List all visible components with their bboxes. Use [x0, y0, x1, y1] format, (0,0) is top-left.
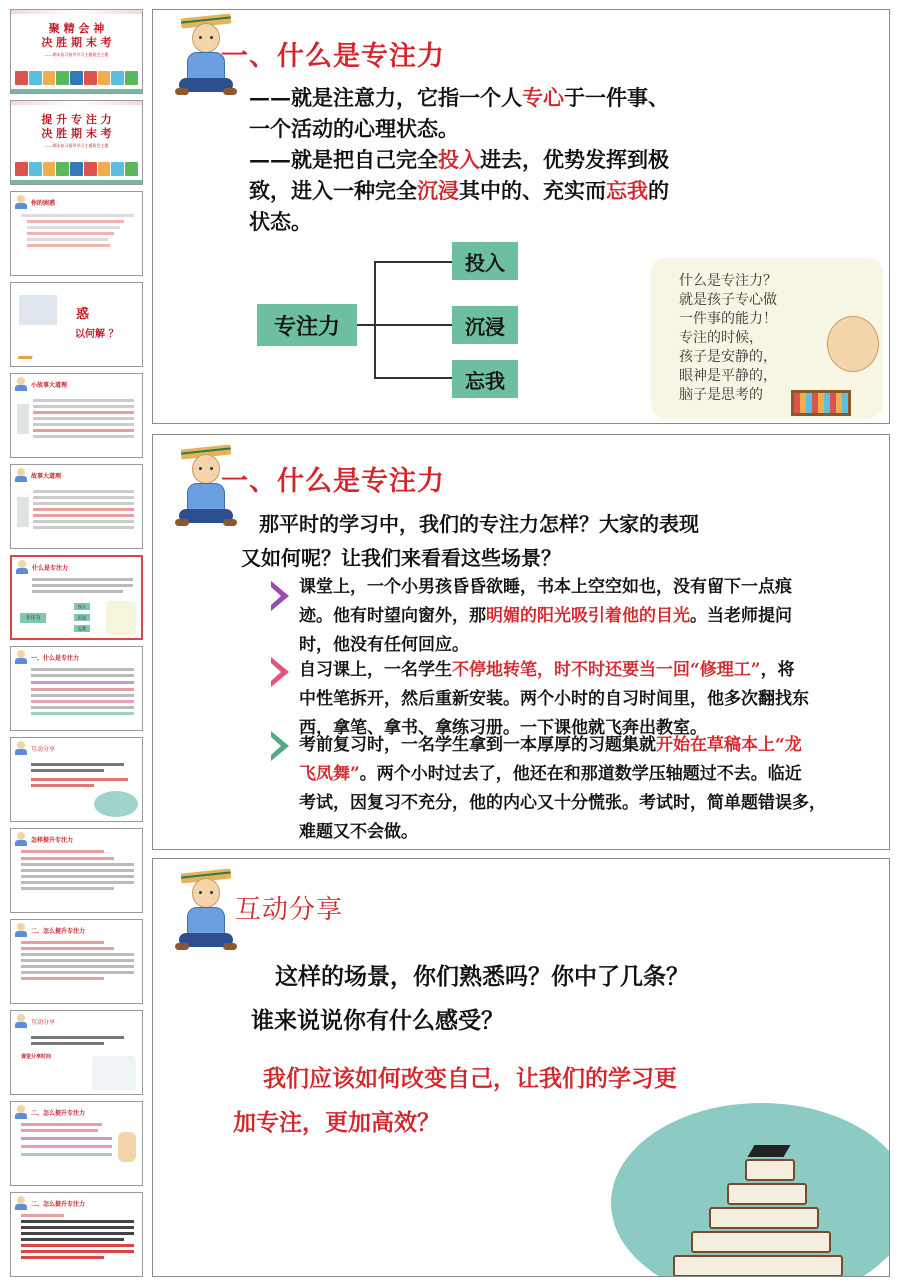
mindmap-branch-selfless: 忘我	[452, 360, 518, 398]
definition-line: 一个活动的心理状态。	[249, 116, 459, 141]
thumb-heading: 什么是专注力	[32, 565, 69, 572]
scenario-line	[299, 731, 867, 760]
kid-icon	[15, 468, 27, 482]
mindmap-branch-immerse: 沉浸	[452, 306, 518, 344]
abacus-icon	[791, 390, 851, 416]
scenario-line	[299, 602, 867, 631]
text-card	[19, 295, 57, 325]
mini-root-box: 专注力	[20, 613, 46, 623]
scenario-classroom	[299, 573, 867, 660]
mindmap-connector	[374, 324, 452, 326]
thumb-body-lines	[33, 396, 134, 441]
scenario-exam-review	[299, 731, 867, 847]
slide-thumbnail-5[interactable]	[10, 373, 143, 458]
stairs-icon	[18, 341, 39, 359]
question-text	[251, 955, 871, 1043]
note-line: 什么是专注力？	[679, 273, 777, 289]
thumb-body-lines	[31, 1033, 134, 1048]
mindmap-branch-invest: 投入	[452, 242, 518, 280]
slide-thumbnail-2[interactable]	[10, 100, 143, 185]
scenario-line: 难题又不会做。	[299, 822, 418, 842]
thumb-body-lines	[31, 665, 134, 718]
chevron-icon	[271, 581, 291, 611]
thumb-heading: 小故事大道理	[31, 382, 68, 389]
thumb-title: 提 升 专 注 力	[41, 113, 112, 126]
slide-thumbnail-12[interactable]	[10, 1010, 143, 1095]
highlight-span: 专心	[522, 85, 564, 110]
slide-thumbnail-14[interactable]	[10, 1192, 143, 1277]
kid-icon	[15, 1014, 27, 1028]
scenario-line	[299, 760, 867, 789]
thumb-body-lines	[21, 938, 134, 983]
text-span: ——就是注意力，它指一个人	[249, 85, 522, 110]
slide-title: 一、什么是专注力	[221, 41, 445, 72]
text-span: ，将	[760, 660, 795, 680]
highlight-span: 开始在草稿本上“龙	[656, 735, 802, 755]
scenario-line	[299, 656, 867, 685]
thumb-heading: 互动分享	[31, 1019, 56, 1026]
thumb-body-lines	[33, 487, 134, 532]
slide-interactive-share	[152, 858, 890, 1277]
slide-what-is-focus	[152, 9, 890, 424]
text-span: 其中的、充实而	[459, 178, 606, 203]
note-line: 脑子是思考的	[679, 387, 763, 403]
books-illustration	[15, 71, 138, 85]
books-illustration	[15, 162, 138, 176]
text-span: 考前复习时，一名学生拿到一本厚厚的习题集就	[299, 735, 656, 755]
definition-line	[249, 82, 769, 113]
mini-kid-picture	[118, 1132, 136, 1162]
intro-text	[241, 507, 879, 575]
note-line: 一件事的能力！	[679, 311, 777, 327]
thumb-heading: 一、什么是专注力	[31, 655, 80, 662]
slide-thumbnail-3[interactable]	[10, 191, 143, 276]
highlight-span: 不停地转笔，时不时还要当一回“修理工”	[452, 660, 761, 680]
thumb-body-lines	[21, 1211, 134, 1262]
kid-icon	[16, 560, 28, 574]
thumb-heading: 二、怎么提升专注力	[31, 1201, 86, 1208]
note-line: 孩子是安静的，	[679, 349, 777, 365]
text-span: 。两个小时过去了，他还在和那道数学压轴题过不去。临近	[359, 764, 802, 784]
thumb-body-lines	[32, 575, 133, 596]
side-label	[17, 497, 29, 527]
thumb-heading: 你的困惑	[31, 200, 56, 207]
mindmap-connector	[374, 261, 376, 378]
slide-thumbnail-11[interactable]	[10, 919, 143, 1004]
slide-title: 一、什么是专注力	[221, 466, 445, 497]
note-line: 专注的时候，	[679, 330, 763, 346]
mindmap-connector	[374, 261, 452, 263]
kid-icon	[15, 741, 27, 755]
thumb-heading: 互动分享	[31, 746, 56, 753]
thumb-subtitle: ——期末复习指导学习主题班会主题	[44, 143, 109, 148]
chevron-icon	[271, 731, 291, 761]
slide-thumbnail-8[interactable]	[10, 646, 143, 731]
slide-title: 互动分享	[235, 895, 344, 925]
thumb-title: 聚 精 会 神	[48, 22, 105, 35]
kid-icon	[15, 832, 27, 846]
bottom-decoration	[11, 89, 142, 93]
kid-with-book-icon	[173, 869, 239, 953]
definition-line	[249, 144, 769, 175]
question-line: 谁来说说你有什么感受？	[251, 1007, 504, 1034]
highlight-span: 忘我	[606, 178, 648, 203]
scenario-self-study	[299, 656, 867, 743]
highlight-span: 明媚的阳光吸引着他的目光	[486, 606, 690, 626]
puzzle-text: 以何解 ？	[75, 329, 119, 340]
thumb-body-lines	[21, 212, 134, 250]
books-staircase-picture	[673, 1127, 873, 1277]
mindmap-connector	[374, 377, 452, 379]
top-decoration	[11, 101, 142, 105]
mini-branch-box: 沉浸	[74, 614, 90, 621]
thumb-title: 决 胜 期 末 考	[41, 36, 112, 49]
text-span: 于一件事、	[564, 85, 669, 110]
mini-branch-box: 忘我	[74, 625, 90, 632]
slide-thumbnail-1[interactable]	[10, 9, 143, 94]
text-span: 迹。他有时望向窗外，那	[299, 606, 486, 626]
mini-branch-box: 投入	[74, 603, 90, 610]
thumb-title-block	[11, 22, 142, 58]
slide-thumbnail-9[interactable]	[10, 737, 143, 822]
mini-picture	[92, 1056, 136, 1090]
scenario-line: 时，他没有任何回应。	[299, 635, 469, 655]
graduation-cap-icon	[748, 1145, 791, 1157]
highlight-span: 飞凤舞”	[299, 764, 360, 784]
reflection-line: 我们应该如何改变自己，让我们的学习更	[263, 1065, 677, 1092]
mindmap-connector	[357, 324, 375, 326]
thumb-body-lines	[31, 760, 134, 790]
scenario-line: 课堂上，一个小男孩昏昏欲睡，书本上空空如也，没有留下一点痕	[299, 577, 792, 597]
slide-focus-scenarios	[152, 434, 890, 850]
thumb-heading: 故事大道理	[31, 473, 62, 480]
note-text	[679, 272, 829, 405]
highlight-span: 投入	[438, 147, 480, 172]
thumb-heading: 怎样提升专注力	[31, 837, 74, 844]
slide-thumbnail-6[interactable]	[10, 464, 143, 549]
thumb-title: 决 胜 期 末 考	[41, 127, 112, 140]
thumb-heading: 二、怎么提升专注力	[31, 928, 86, 935]
puzzle-mark: 惑	[76, 307, 90, 322]
slide-thumbnail-10[interactable]	[10, 828, 143, 913]
scenario-line: 中性笔拆开，然后重新安装。两个小时的自习时间里，他多次翻找东	[299, 689, 809, 709]
definition-line: 状态。	[249, 209, 312, 234]
kid-icon	[15, 923, 27, 937]
scenario-line: 西，拿笔、拿书、拿练习册。一下课他就飞奔出教室。	[299, 718, 707, 738]
thumb-body-lines	[21, 847, 134, 893]
note-line: 就是孩子专心做	[679, 292, 777, 308]
text-span: 。当老师提问	[690, 606, 792, 626]
slide-thumbnail-13[interactable]	[10, 1101, 143, 1186]
thumb-title-block	[11, 113, 142, 149]
thumb-subtitle: ——期末复习指导学习主题班会主题	[44, 52, 109, 57]
slide-thumbnail-4[interactable]	[10, 282, 143, 367]
thumb-heading: 二、怎么提升专注力	[31, 1110, 86, 1117]
kid-icon	[15, 650, 27, 664]
mini-books-picture	[94, 791, 138, 817]
chevron-icon	[271, 657, 291, 687]
kid-icon	[15, 195, 27, 209]
reflection-line: 加专注，更加高效？	[233, 1109, 440, 1136]
text-span: 进去，优势发挥到极	[480, 147, 669, 172]
text-span: ——就是把自己完全	[249, 147, 438, 172]
mindmap-root: 专注力	[257, 304, 357, 346]
bottom-decoration	[11, 180, 142, 184]
side-label	[17, 404, 29, 434]
intro-line: 那平时的学习中，我们的专注力怎样？大家的表现	[259, 512, 699, 536]
definition-text	[249, 82, 769, 237]
highlight-span: 沉浸	[417, 178, 459, 203]
text-span: 致，进入一种完全	[249, 178, 417, 203]
thumb-body-lines	[21, 1120, 112, 1159]
definition-line	[249, 175, 769, 206]
kid-icon	[15, 377, 27, 391]
question-line: 这样的场景，你们熟悉吗？你中了几条？	[275, 963, 689, 990]
kid-icon	[15, 1105, 27, 1119]
slide-thumbnail-7[interactable]	[10, 555, 143, 640]
kid-icon	[15, 1196, 27, 1210]
mini-note	[106, 601, 136, 635]
baby-head-icon	[827, 316, 879, 372]
intro-line: 又如何呢？让我们来看看这些场景？	[241, 546, 561, 570]
top-decoration	[11, 10, 142, 14]
handwritten-note	[651, 258, 883, 418]
text-span: 自习课上，一名学生	[299, 660, 452, 680]
note-line: 眼神是平静的，	[679, 368, 777, 384]
scenario-line: 考试，因复习不充分，他的内心又十分慌张。考试时，简单题错误多，	[299, 793, 826, 813]
thumb-label: 课堂分享时间	[21, 1054, 52, 1060]
text-span: 的	[648, 178, 669, 203]
